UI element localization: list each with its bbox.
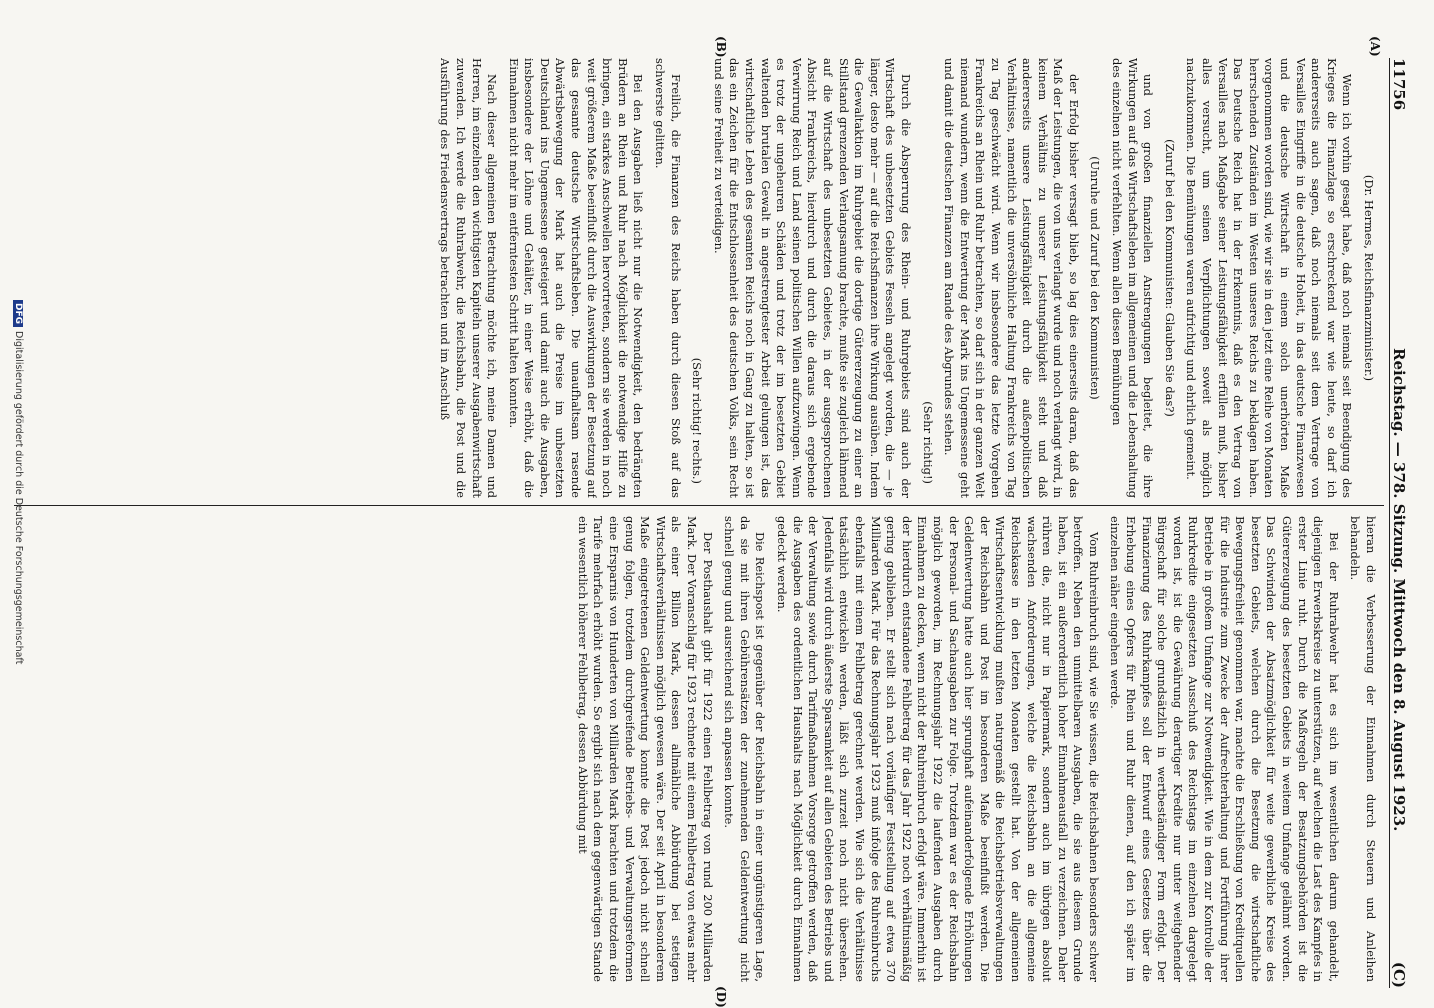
paragraph: Wenn ich vorhin gesagt habe, daß noch niemals seit Beendigung des Krieges die Finanzlage so erschreckend war wie heute, so darf ich andererseits auch sagen, daß noch niemals seit dem Vertrage von Versailles Eingriffe in die deutsche Hoheit, in das deutsche Finanzwesen und die deutsche Wirtschaft in einem solch unerhörten Maße vorgenommen worden sind, wie wir sie in den jetzt eine Reihe von Monaten herrschenden Zuständen im Westen unseres Reichs zu beklagen haben. Das Deutsche Reich hat in der Erkenntnis, daß es den Vertrag von Versailles nach Maßgabe seiner Leistungsfähigkeit erfüllen muß, bisher alles versucht, um seinen Verpflichtungen soweit als möglich nachzukommen. Die Bemühungen waren aufrichtig und ehrlich gemeint. bbox=[1184, 58, 1355, 498]
interjection: (Sehr richtig!) bbox=[920, 401, 935, 484]
paragraph: Die Reichspost ist gegenüber der Reichsbahn in einer ungünstigeren Lage, da sie mit ihren Gebührensätzen der zunehmenden Geldentwertung nicht schnell genug und ausreichend sich anpassen konnte. bbox=[722, 516, 768, 982]
paragraph: Der Posthaushalt gibt für 1922 einen Fehlbetrag von rund 200 Milliarden Mark. Der Voranschlag für 1923 rechnete mit einem Fehlbetrag von etwas mehr als einer Billion Mark, dessen allmähliche Abbürdung bei stetigen Wirtschaftsverhältnissen möglich gewesen wäre. Der seit April in besonderem Maße eingetretenen Geldentwertung konnte die Post jedoch nicht schnell genug folgen, trotzdem durchgreifende Betriebs- und Verwaltungsreformen eine Ersparnis von Hunderten von Milliarden Mark brachten und trotzdem die Tarife mehrfach erhöht wurden. So ergibt sich nach dem gegenwärtigen Stande ein wesentlich höherer Fehlbetrag, dessen Abbürdung mit bbox=[575, 516, 715, 982]
page-number: 11756 bbox=[1390, 58, 1408, 111]
paragraph: Durch die Absperrung des Rhein- und Ruhrgebiets sind auch der Wirtschaft des unbesetzten Gebiets Fesseln angelegt worden, die — je länger, desto mehr — auf die Reichsfinanzen ihre Wirkung ausüben. Indem die Gewaltaktion im Ruhrgebiet die dortige Gütererzeugung zu einer an Stillstand grenzenden Verlangsamung brachte, mußte sie zugleich lähmend auf die Wirtschaft des unbesetzten Gebietes, in der ausgesprochenen Absicht Frankreichs, hierdurch und durch die daraus sich ergebende Verwirrung Reich und Land seinen politischen Willen aufzuzwingen. Wenn es trotz der ungeheuren Schäden und trotz der im besetzten Gebiet waltenden brutalen Gewalt in angestrengtester Arbeit gelungen ist, das wirtschaftliche Leben des gesamten Reichs noch in Gang zu halten, so ist das ein Zeichen für die Entschlossenheit des deutschen Volks, sein Recht und seine Freiheit zu verteidigen. bbox=[711, 58, 913, 498]
paragraph: Vom Ruhreinbruch sind, wie Sie wissen, die Reichsbahnen besonders schwer betroffen. Neben den unmittelbaren Ausgaben, die sie aus diesem Grunde haben, ist ein außerordentlich hoher Einnahmeausfall zu verzeichnen. Daher rühren die, nicht nur in Papiermark, sondern auch im übrigen absolut wachsenden Anforderungen, welche die Reichsbahn an die allgemeine Reichskasse in den letzten Monaten gestellt hat. Von der allgemeinen Wirtschaftsentwicklung mußten naturgemäß die Reichsbetriebsverwaltungen der Reichsbahn und Post im besonderen Maße beeinflußt werden. Die Geldentwertung hatte auch hier sprunghaft aufeinanderfolgende Erhöhungen der Personal- und Sachausgaben zur Folge. Trotzdem war es der Reichsbahn möglich geworden, im Rechnungsjahr 1922 die laufenden Ausgaben durch Einnahmen zu decken, wenn nicht der Ruhreinbruch erfolgt wäre. Immerhin ist der hierdurch entstandene Fehlbetrag für das Jahr 1922 noch verhältnismäßig gering geblieben. Er stellt sich nach vorläufiger Feststellung auf etwa 370 Milliarden Mark. Für das Rechnungsjahr 1923 muß infolge des Ruhreinbruchs ebenfalls mit einem Fehlbetrag gerechnet werden. Wie sich die Verhältnisse tatsächlich entwickeln werden, läßt sich zurzeit noch nicht übersehen. Jedenfalls wird durch äußerste Sparsamkeit auf allen Gebieten des Betriebs und der Verwaltung sowie durch Tarifmaßnahmen Vorsorge getroffen werden, daß die Ausgaben des ordentlichen Haushalts nach Möglichkeit durch Einnahmen gedeckt werden. bbox=[775, 516, 1101, 982]
paragraph: Bei der Ruhrabwehr hat es sich im wesentlichen darum gehandelt, diejenigen Erwerbskreise zu unterstützen, auf welchen die Last des Kampfes in erster Linie ruht. Durch die Maßregeln der Besatzungsbehörden ist die Gütererzeugung des besetzten Gebiets in weitem Umfange gelähmt worden. Das Schwinden der Absatzmöglichkeit für weite gewerbliche Kreise des besetzten Gebiets, welchen durch die Besetzung die wirtschaftliche Bewegungsfreiheit genommen war, machte die Erschließung von Kreditquellen für die Industrie zum Zwecke der Aufrechterhaltung und Fortführung ihrer Betriebe in großem Umfange zur Notwendigkeit. Wie in dem zur Kontrolle der Ruhrkredite eingesetzten Ausschuß des Reichstags im einzelnen dargelegt worden ist, ist die Gewährung derartiger Kredite nur unter weitgehender Bürgschaft für solche grundsätzlich in wertbeständiger Form erfolgt. Der Finanzierung des Ruhrkampfes soll der Entwurf eines Gesetzes über die Erhebung eines Opfers für Rhein und Ruhr dienen, auf den ich später im einzelnen näher eingehen werde. bbox=[1108, 516, 1341, 982]
column-divider bbox=[14, 505, 1384, 506]
right-column bbox=[8, 516, 1378, 982]
paragraph: Freilich, die Finanzen des Reichs haben durch diesen Stoß auf das schwerste gelitten. bbox=[653, 58, 683, 498]
page-title: Reichstag. — 378. Sitzung. Mittwoch den 8. August 1923. bbox=[1390, 348, 1408, 832]
header-rule bbox=[1389, 58, 1390, 988]
interjection: (Zuruf bei den Kommunisten: Glauben Sie das?) bbox=[1162, 139, 1177, 417]
paragraph: Bei den Ausgaben ließ nicht nur die Notwendigkeit, den bedrängten Brüdern an Rhein und Ruhr nach Möglichkeit die notwendige Hilfe zu bringen, ein starkes Anschwellen hervortreten, sondern sie werden in noch weit größerem Maße beeinflußt durch die Auswirkungen der Besetzung auf das gesamte deutsche Wirtschaftsleben. Die unaufhaltsam rasende Abwärtsbewegung der Mark hat auch die Preise im unbesetzten Deutschland ins Ungemessene gesteigert und damit auch die Ausgaben, insbesondere der Löhne und Gehälter, in einer Weise erhöht, daß die Einnahmen nicht mehr im entferntesten Schritt halten konnten. bbox=[506, 58, 646, 498]
credit-text: Digitalisierung gefördert durch die Deutsche Forschungsgemeinschaft bbox=[13, 331, 24, 665]
speaker-line: (Dr. Hermes, Reichsfinanzminister.) bbox=[1362, 174, 1376, 382]
interjection: (Unruhe und Zuruf bei den Kommunisten) bbox=[1088, 156, 1103, 400]
interjection: (Sehr richtig! rechts.) bbox=[690, 357, 705, 484]
paragraph: der Erfolg bisher versagt blieb, so lag dies einerseits daran, daß das Maß der Leistungen, die von uns verlangt wurde und noch verlangt wird, in keinem Verhältnis zu unserer Leistungsfähigkeit steht und daß andererseits unsere Leistungsfähigkeit durch die außenpolitischen Verhältnisse, namentlich die unversöhnliche Haltung Frankreichs von Tag zu Tag geschwächt wird. Wenn wir insbesondere das letzte Vorgehen Frankreichs an Rhein und Ruhr betrachten, so darf sich in der ganzen Welt niemand wundern, wenn die Entwertung der Mark ins Ungemessene geht und damit die deutschen Finanzen am Rande des Abgrundes stehen. bbox=[942, 58, 1081, 498]
margin-mark-c: (C) bbox=[1390, 961, 1408, 988]
margin-mark-b: (B) bbox=[714, 36, 728, 58]
digitization-credit bbox=[13, 300, 24, 664]
paragraph: hieran die Verbesserung der Einnahmen durch Steuern und Anleihen behandeln. bbox=[1348, 516, 1378, 982]
paragraph: und von großen finanziellen Anstrengungen begleitet, die ihre Wirkungen auf das Wirtschaftsleben im allgemeinen und die Lebenshaltung des einzelnen nicht verfehlten. Wenn allen diesen Bemühungen bbox=[1110, 58, 1156, 498]
paragraph: Nach dieser allgemeinen Betrachtung möchte ich, meine Damen und Herren, im einzelnen den wichtigsten Kapiteln unserer Ausgabenwirtschaft zuwenden. Ich werde die Ruhrabwehr, die Reichsbahn, die Post und die Ausführung des Friedensvertrags betrachten und im Anschluß bbox=[438, 58, 500, 498]
margin-mark-a: (A) bbox=[1368, 36, 1382, 57]
left-column bbox=[8, 58, 1378, 498]
margin-mark-d: (D) bbox=[714, 986, 728, 1008]
dfg-logo: DFG bbox=[13, 300, 23, 327]
